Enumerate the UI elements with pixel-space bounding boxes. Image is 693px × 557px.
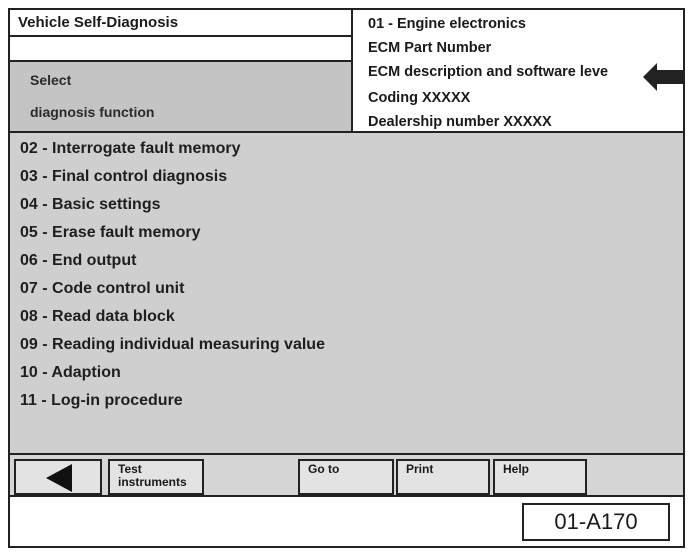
back-arrow-icon bbox=[46, 464, 72, 492]
go-to-label: Go to bbox=[308, 462, 340, 476]
back-button[interactable] bbox=[14, 459, 102, 495]
menu-item-final-control-diagnosis[interactable]: 03 - Final control diagnosis bbox=[20, 168, 228, 185]
menu-item-erase-fault-memory[interactable]: 05 - Erase fault memory bbox=[20, 224, 201, 241]
info-line-dealership: Dealership number XXXXX bbox=[368, 114, 552, 130]
print-label: Print bbox=[406, 462, 434, 476]
help-button[interactable] bbox=[493, 459, 587, 495]
test-instruments-label-line1: Test bbox=[118, 462, 142, 476]
print-button[interactable] bbox=[396, 459, 490, 495]
app-title: Vehicle Self-Diagnosis bbox=[18, 14, 179, 31]
info-line-control-unit: 01 - Engine electronics bbox=[368, 16, 526, 32]
info-line-coding: Coding XXXXX bbox=[368, 90, 471, 106]
figure-code: 01-A170 bbox=[522, 503, 670, 541]
menu-item-adaption[interactable]: 10 - Adaption bbox=[20, 364, 121, 381]
header-left-panel bbox=[10, 10, 353, 133]
menu-item-read-data-block[interactable]: 08 - Read data block bbox=[20, 308, 175, 325]
test-instruments-button[interactable] bbox=[108, 459, 204, 495]
info-line-description: ECM description and software leve bbox=[368, 64, 609, 80]
go-to-button[interactable] bbox=[298, 459, 394, 495]
menu-item-reading-measuring-value[interactable]: 09 - Reading individual measuring value bbox=[20, 336, 325, 353]
menu-item-interrogate-fault-memory[interactable]: 02 - Interrogate fault memory bbox=[20, 140, 241, 157]
diagnosis-screen bbox=[8, 8, 685, 548]
blank-band bbox=[10, 37, 351, 62]
menu-item-log-in-procedure[interactable]: 11 - Log-in procedure bbox=[20, 392, 183, 409]
select-prompt-line1: Select bbox=[30, 72, 72, 88]
control-unit-info bbox=[353, 10, 683, 133]
select-prompt-line2: diagnosis function bbox=[30, 104, 155, 120]
menu-item-code-control-unit[interactable]: 07 - Code control unit bbox=[20, 280, 185, 297]
menu-item-basic-settings[interactable]: 04 - Basic settings bbox=[20, 196, 161, 213]
function-menu bbox=[10, 133, 683, 453]
menu-item-end-output[interactable]: 06 - End output bbox=[20, 252, 137, 269]
help-label: Help bbox=[503, 462, 530, 476]
test-instruments-label-line2: instruments bbox=[118, 475, 187, 489]
button-bar bbox=[10, 453, 683, 497]
select-prompt bbox=[10, 62, 351, 131]
arrow-left-icon bbox=[643, 62, 683, 92]
title-band bbox=[10, 10, 351, 37]
info-line-part-number: ECM Part Number bbox=[368, 40, 492, 56]
